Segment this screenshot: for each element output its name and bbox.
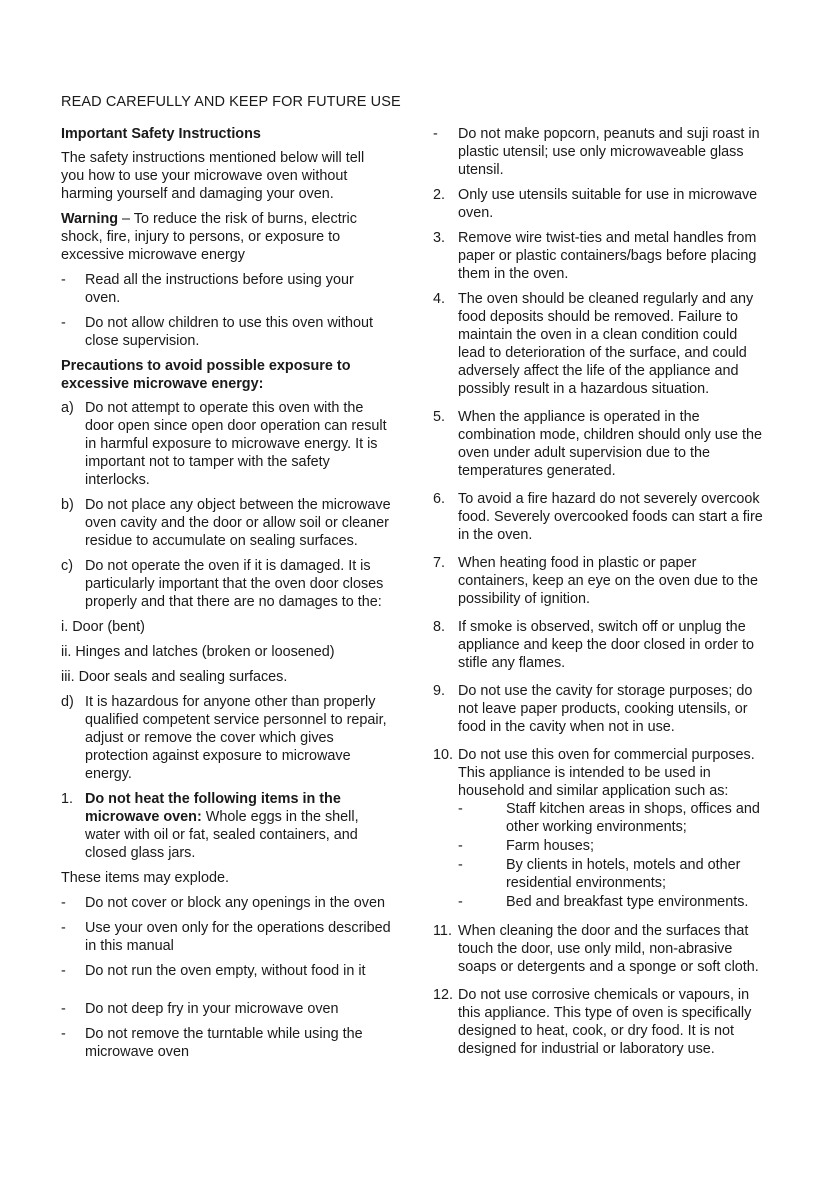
bullet-marker: - — [61, 315, 66, 331]
list-item-text: Do not remove the turntable while using the microwave oven — [85, 1026, 363, 1060]
list-item-text: Do not attempt to operate this oven with the door open since open door operation can result in harmful exposure to microwave energy. It is important not to tamper with the safety interlocks. — [85, 400, 387, 488]
bullet-marker: - — [458, 857, 463, 873]
sub-list-item — [458, 893, 768, 911]
sub-item-text: Farm houses; — [506, 838, 594, 854]
list-item-text: If smoke is observed, switch off or unplug the appliance and keep the door closed in order to stifle any flames. — [458, 619, 755, 671]
page-title: READ CAREFULLY AND KEEP FOR FUTURE USE — [61, 94, 401, 110]
list-item — [433, 922, 768, 976]
list-item — [61, 1025, 391, 1061]
item-text: Whole eggs in the shell, water with oil or fat, sealed containers, and closed glass jars. — [85, 809, 359, 861]
list-marker: 7. — [433, 555, 446, 571]
list-item-text: When heating food in plastic or paper containers, keep an eye on the oven due to the possibility of ignition. — [458, 555, 759, 607]
list-item-text: Use your oven only for the operations described in this manual — [85, 920, 391, 954]
list-marker: 2. — [433, 187, 446, 203]
list-marker: 3. — [433, 230, 446, 246]
list-item-text: Do not deep fry in your microwave oven — [85, 1001, 339, 1017]
list-marker: c) — [61, 558, 73, 574]
list-item-text: Do not run the oven empty, without food in it — [85, 963, 366, 979]
list-item — [433, 554, 768, 608]
list-item-text — [458, 746, 768, 912]
bullet-marker: - — [61, 1026, 66, 1042]
list-marker: 4. — [433, 291, 446, 307]
roman-item: i. Door (bent) — [61, 619, 145, 635]
sub-item-text: Staff kitchen areas in shops, offices and other working environments; — [506, 801, 760, 835]
list-item-text: Read all the instructions before using your oven. — [85, 272, 354, 306]
list-item — [61, 271, 391, 307]
warning-label: Warning — [61, 211, 119, 227]
safety-title: Important Safety Instructions — [61, 126, 261, 142]
bullet-marker: - — [61, 895, 66, 911]
list-item — [61, 894, 391, 912]
list-item — [433, 186, 768, 222]
list-item — [433, 229, 768, 283]
precautions-title: Precautions to avoid possible exposure to excessive microwave energy: — [61, 358, 351, 392]
list-item-text: When the appliance is operated in the combination mode, children should only use the oven under adult supervision due to the temperatures generated. — [458, 409, 762, 479]
list-item — [433, 125, 768, 179]
bullet-marker: - — [458, 801, 463, 817]
list-marker: 1. — [61, 791, 74, 807]
list-item — [433, 682, 768, 736]
list-item-text: Remove wire twist-ties and metal handles from paper or plastic containers/bags before placing them in the oven. — [458, 230, 757, 282]
list-marker: a) — [61, 400, 74, 416]
list-item-text: Do not cover or block any openings in the oven — [85, 895, 385, 911]
list-marker: 6. — [433, 491, 446, 507]
list-item — [433, 408, 768, 480]
list-item — [61, 557, 391, 611]
list-marker: b) — [61, 497, 74, 513]
sub-list-item — [458, 856, 768, 892]
sub-item-text: Bed and breakfast type environments. — [506, 894, 749, 910]
bullet-marker: - — [433, 126, 438, 142]
list-item-text: The oven should be cleaned regularly and any food deposits should be removed. Failure to maintain the oven in a clean condition could lead to deterioration of the surface, and could adversely affect the life of the appliance and possibly result in a hazardous situation. — [458, 291, 754, 397]
list-marker: 5. — [433, 409, 446, 425]
bullet-marker: - — [61, 1001, 66, 1017]
list-item — [433, 746, 768, 912]
list-marker: 8. — [433, 619, 446, 635]
list-item — [61, 919, 391, 955]
list-item — [433, 986, 768, 1058]
list-item — [61, 399, 391, 489]
list-marker: 10. — [433, 747, 454, 763]
list-item-text: Do not allow children to use this oven without close supervision. — [85, 315, 373, 349]
intro-paragraph: The safety instructions mentioned below will tell you how to use your microwave oven without harming yourself and damaging your oven. — [61, 150, 365, 202]
list-marker: d) — [61, 694, 74, 710]
list-item-text: Do not operate the oven if it is damaged. It is particularly important that the oven door closes properly and that there are no damages to the: — [85, 558, 384, 610]
list-item — [61, 314, 391, 350]
right-column — [433, 125, 768, 1065]
list-marker: 11. — [433, 923, 452, 939]
list-item — [61, 962, 391, 980]
bullet-marker: - — [61, 963, 66, 979]
list-marker: 12. — [433, 987, 454, 1003]
bold-lead: Do not heat the following items in the microwave oven: — [85, 791, 341, 825]
list-item-text: Only use utensils suitable for use in microwave oven. — [458, 187, 758, 221]
list-item-text: To avoid a fire hazard do not severely overcook food. Severely overcooked foods can start a fire in the oven. — [458, 491, 763, 543]
list-item-text: It is hazardous for anyone other than properly qualified competent service personnel to repair, adjust or remove the cover which gives protection against exposure to microwave energy. — [85, 694, 387, 782]
list-item — [433, 490, 768, 544]
bullet-marker: - — [458, 838, 463, 854]
bullet-marker: - — [458, 894, 463, 910]
explode-note: These items may explode. — [61, 870, 229, 886]
list-item — [61, 1000, 391, 1018]
list-item-text: Do not place any object between the microwave oven cavity and the door or allow soil or cleaner residue to accumulate on sealing surfaces. — [85, 497, 391, 549]
list-item-text — [85, 790, 391, 862]
list-item-text: When cleaning the door and the surfaces that touch the door, use only mild, non-abrasive soaps or detergents and a sponge or soft cloth. — [458, 923, 759, 975]
list-item — [61, 790, 391, 862]
sub-list-item — [458, 837, 768, 855]
list-marker: 9. — [433, 683, 446, 699]
sub-list-item — [458, 800, 768, 836]
list-item-text: Do not make popcorn, peanuts and suji roast in plastic utensil; use only microwaveable glass utensil. — [458, 126, 760, 178]
bullet-marker: - — [61, 920, 66, 936]
left-column — [61, 125, 391, 1068]
bullet-marker: - — [61, 272, 66, 288]
list-item-text: Do not use corrosive chemicals or vapours, in this appliance. This type of oven is specifically designed to heat, cook, or dry food. It is not designed for industrial or laboratory use. — [458, 987, 752, 1057]
roman-item: ii. Hinges and latches (broken or loosened) — [61, 644, 335, 660]
list-item-text: Do not use the cavity for storage purposes; do not leave paper products, cooking utensils, or food in the cavity when not in use. — [458, 683, 753, 735]
warning-text: – To reduce the risk of burns, electric shock, fire, injury to persons, or exposure to excessive microwave energy — [61, 211, 357, 263]
list-item — [433, 618, 768, 672]
item-text: Do not use this oven for commercial purposes. This appliance is intended to be used in household and similar application such as: — [458, 747, 755, 799]
sub-item-text: By clients in hotels, motels and other residential environments; — [506, 857, 741, 891]
roman-item: iii. Door seals and sealing surfaces. — [61, 669, 288, 685]
warning-paragraph — [61, 210, 391, 264]
list-item — [61, 693, 391, 783]
list-item — [61, 496, 391, 550]
list-item — [433, 290, 768, 398]
